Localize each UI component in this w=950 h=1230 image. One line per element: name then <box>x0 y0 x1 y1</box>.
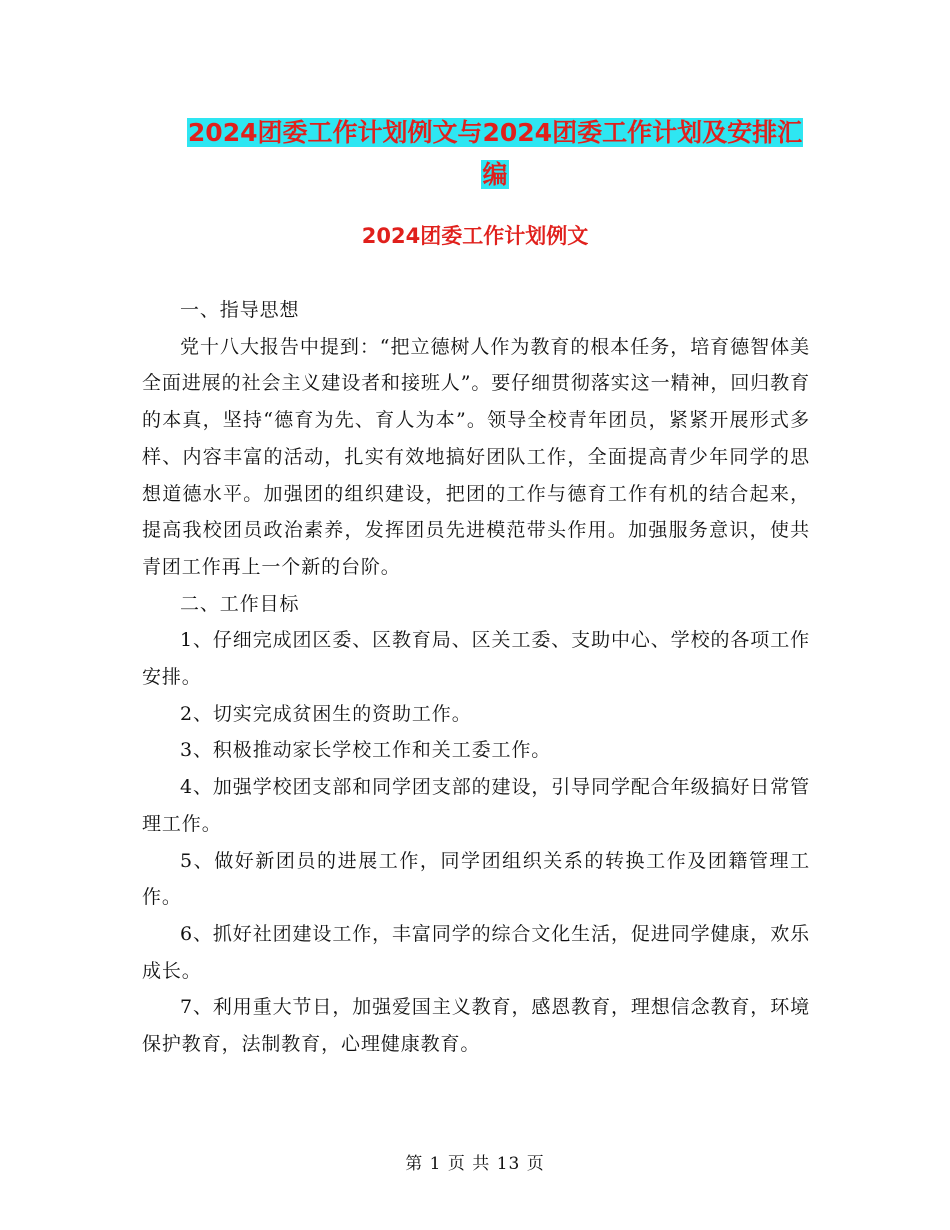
goal-item-4: 4、加强学校团支部和同学团支部的建设，引导同学配合年级搞好日常管理工作。 <box>142 776 810 835</box>
title-line-1: 2024团委工作计划例文与2024团委工作计划及安排汇 <box>187 118 803 147</box>
goal-item-2: 2、切实完成贫困生的资助工作。 <box>180 702 472 725</box>
goal-item-1: 1、仔细完成团区委、区教育局、区关工委、支助中心、学校的各项工作安排。 <box>142 629 810 689</box>
goal-item-7: 7、利用重大节日，加强爱国主义教育，感恩教育，理想信念教育，环境保护教育，法制教育，心理健康教育。 <box>142 996 810 1056</box>
goal-item-6: 6、抓好社团建设工作，丰富同学的综合文化生活，促进同学健康，欢乐成长。 <box>142 922 810 982</box>
paragraph-guiding-thought: 党十八大报告中提到：“把立德树人作为教育的根本任务，培育德智体美全面进展的社会主义建设者和接班人”。要仔细贯彻落实这一精神，回归教育的本真，坚持“德育为先、育人为本”。领导全校青年团员，紧紧开展形式多样、内容丰富的活动，扎实有效地搞好团队工作，全面提高青少年同学的思想道德水平。加强团的组织建设，把团的工作与德育工作有机的结合起来，提高我校团员政治素养，发挥团员先进模范带头作用。加强服务意识，使共青团工作再上一个新的台阶。 <box>142 335 810 578</box>
title-line-2: 编 <box>482 160 508 189</box>
heading-work-goals: 二、工作目标 <box>180 592 300 615</box>
document-body <box>142 292 810 1063</box>
page-footer: 第 1 页 共 13 页 <box>405 1154 545 1174</box>
heading-guiding-thought: 一、指导思想 <box>180 299 300 321</box>
goal-item-3: 3、积极推动家长学校工作和关工委工作。 <box>180 739 552 762</box>
goal-item-5: 5、做好新团员的进展工作，同学团组织关系的转换工作及团籍管理工作。 <box>142 849 810 909</box>
document-title <box>150 112 840 196</box>
section-title: 2024团委工作计划例文 <box>361 224 589 248</box>
